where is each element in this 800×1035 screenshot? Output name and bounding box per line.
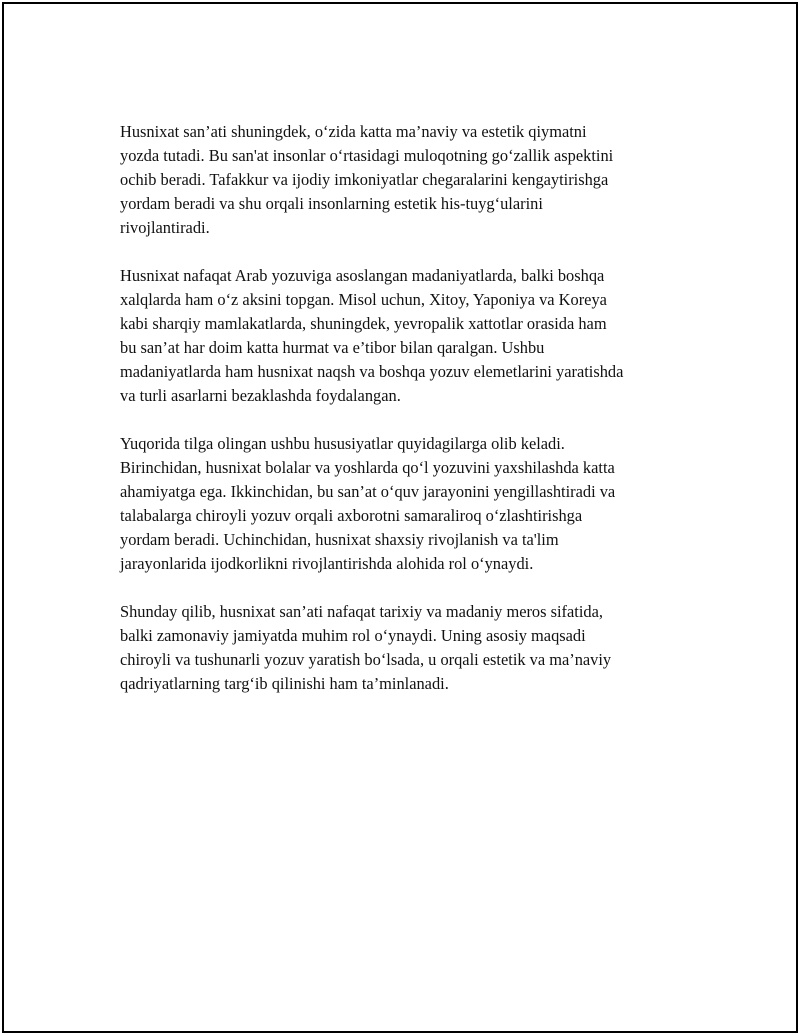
document-body [120, 120, 695, 720]
paragraph-4 [120, 600, 695, 696]
text-line: yordam beradi. Uchinchidan, husnixat shaxsiy rivojlanish va ta'lim [120, 530, 559, 549]
text-line: chiroyli va tushunarli yozuv yaratish boʻlsada, u orqali estetik va ma’naviy [120, 650, 612, 669]
text-line: yozda tutadi. Bu san'at insonlar oʻrtasidagi muloqotning goʻzallik aspektini [120, 146, 614, 165]
text-line: rivojlantiradi. [120, 218, 210, 237]
text-line: va turli asarlarni bezaklashda foydalangan. [120, 386, 401, 405]
paragraph-3 [120, 432, 695, 576]
text-line: talabalarga chiroyli yozuv orqali axborotni samaraliroq oʻzlashtirishga [120, 506, 583, 525]
text-line: kabi sharqiy mamlakatlarda, shuningdek, yevropalik xattotlar orasida ham [120, 314, 607, 333]
paragraph-1 [120, 120, 695, 240]
text-line: ahamiyatga ega. Ikkinchidan, bu san’at oʻquv jarayonini yengillashtiradi va [120, 482, 616, 501]
text-line: madaniyatlarda ham husnixat naqsh va boshqa yozuv elemetlarini yaratishda [120, 362, 624, 381]
text-line: Shunday qilib, husnixat san’ati nafaqat tarixiy va madaniy meros sifatida, [120, 602, 603, 621]
text-line: balki zamonaviy jamiyatda muhim rol oʻynaydi. Uning asosiy maqsadi [120, 626, 586, 645]
text-line: Yuqorida tilga olingan ushbu hususiyatlar quyidagilarga olib keladi. [120, 434, 565, 453]
text-line: yordam beradi va shu orqali insonlarning estetik his-tuygʻularini [120, 194, 543, 213]
text-line: qadriyatlarning targʻib qilinishi ham ta’minlanadi. [120, 674, 449, 693]
text-line: jarayonlarida ijodkorlikni rivojlantirishda alohida rol oʻynaydi. [120, 554, 534, 573]
document-page [2, 2, 798, 1033]
text-line: bu san’at har doim katta hurmat va e’tibor bilan qaralgan. Ushbu [120, 338, 545, 357]
paragraph-2 [120, 264, 695, 408]
text-line: Husnixat san’ati shuningdek, oʻzida katta ma’naviy va estetik qiymatni [120, 122, 587, 141]
text-line: Birinchidan, husnixat bolalar va yoshlarda qoʻl yozuvini yaxshilashda katta [120, 458, 615, 477]
text-line: xalqlarda ham oʻz aksini topgan. Misol uchun, Xitoy, Yaponiya va Koreya [120, 290, 607, 309]
text-line: Husnixat nafaqat Arab yozuviga asoslangan madaniyatlarda, balki boshqa [120, 266, 605, 285]
text-line: ochib beradi. Tafakkur va ijodiy imkoniyatlar chegaralarini kengaytirishga [120, 170, 609, 189]
